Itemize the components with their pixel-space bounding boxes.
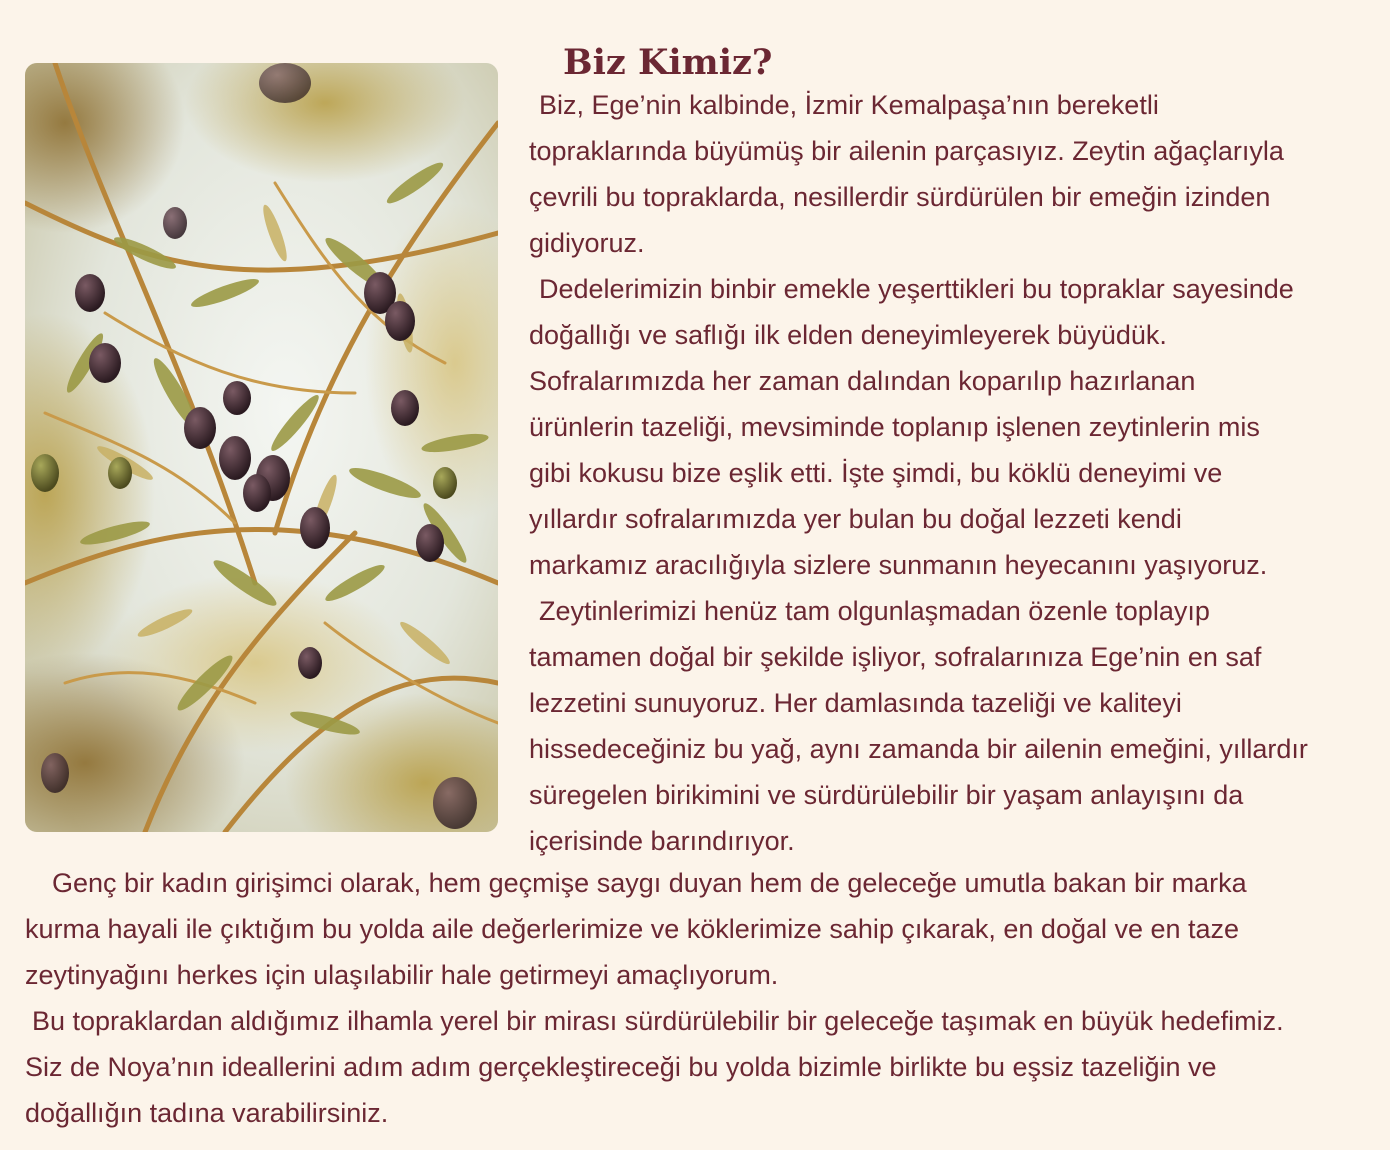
paragraph-line: yıllardır sofralarımızda yer bulan bu doğal lezzeti kendi	[529, 504, 1182, 534]
paragraph-line: zeytinyağını herkes için ulaşılabilir hale getirmeyi amaçlıyorum.	[25, 960, 779, 990]
paragraph-line: kurma hayali ile çıktığım bu yolda aile değerlerimize ve köklerimize sahip çıkarak, en doğal ve en taze	[25, 914, 1240, 944]
paragraph-line: süregelen birikimini ve sürdürülebilir bir yaşam anlayışını da	[529, 780, 1244, 810]
paragraph-line: Zeytinlerimizi henüz tam olgunlaşmadan özenle toplayıp	[539, 596, 1210, 626]
paragraph-line: Sofralarımızda her zaman dalından koparılıp hazırlanan	[529, 366, 1196, 396]
page-title: Biz Kimiz?	[563, 42, 773, 83]
paragraph-line: lezzetini sunuyoruz. Her damlasında tazeliği ve kaliteyi	[529, 688, 1182, 718]
paragraph-line: doğallığın tadına varabilirsiniz.	[25, 1098, 389, 1128]
paragraph-line: Dedelerimizin binbir emekle yeşerttikleri bu topraklar sayesinde	[539, 274, 1294, 304]
paragraph-line: içerisinde barındırıyor.	[529, 826, 795, 856]
paragraph-line: topraklarında büyümüş bir ailenin parçasıyız. Zeytin ağaçlarıyla	[529, 136, 1284, 166]
paragraph-line: Siz de Noya’nın ideallerini adım adım gerçekleştireceği bu yolda bizimle birlikte bu eşsiz tazeliğin ve	[25, 1052, 1217, 1082]
paragraph-line: çevrili bu topraklarda, nesillerdir sürdürülen bir emeğin izinden	[529, 182, 1271, 212]
paragraph-line: Genç bir kadın girişimci olarak, hem geçmişe saygı duyan hem de geleceğe umutla bakan bir marka	[52, 868, 1247, 898]
paragraph-line: tamamen doğal bir şekilde işliyor, sofralarınıza Ege’nin en saf	[529, 642, 1262, 672]
olive-branches-photo	[25, 63, 498, 832]
paragraph-line: gidiyoruz.	[529, 228, 645, 258]
paragraph-line: doğallığı ve saflığı ilk elden deneyimleyerek büyüdük.	[529, 320, 1167, 350]
paragraph-line: ürünlerin tazeliği, mevsiminde toplanıp işlenen zeytinlerin mis	[529, 412, 1260, 442]
paragraph-line: gibi kokusu bize eşlik etti. İşte şimdi, bu köklü deneyimi ve	[529, 458, 1223, 488]
paragraph-line: Biz, Ege’nin kalbinde, İzmir Kemalpaşa’nın bereketli	[539, 90, 1159, 120]
paragraph-line: hissedeceğiniz bu yağ, aynı zamanda bir ailenin emeğini, yıllardır	[529, 734, 1308, 764]
paragraph-line: Bu topraklardan aldığımız ilhamla yerel bir mirası sürdürülebilir bir geleceğe taşımak en büyük hedefimiz.	[32, 1006, 1284, 1036]
paragraph-line: markamız aracılığıyla sizlere sunmanın heyecanını yaşıyoruz.	[529, 550, 1268, 580]
